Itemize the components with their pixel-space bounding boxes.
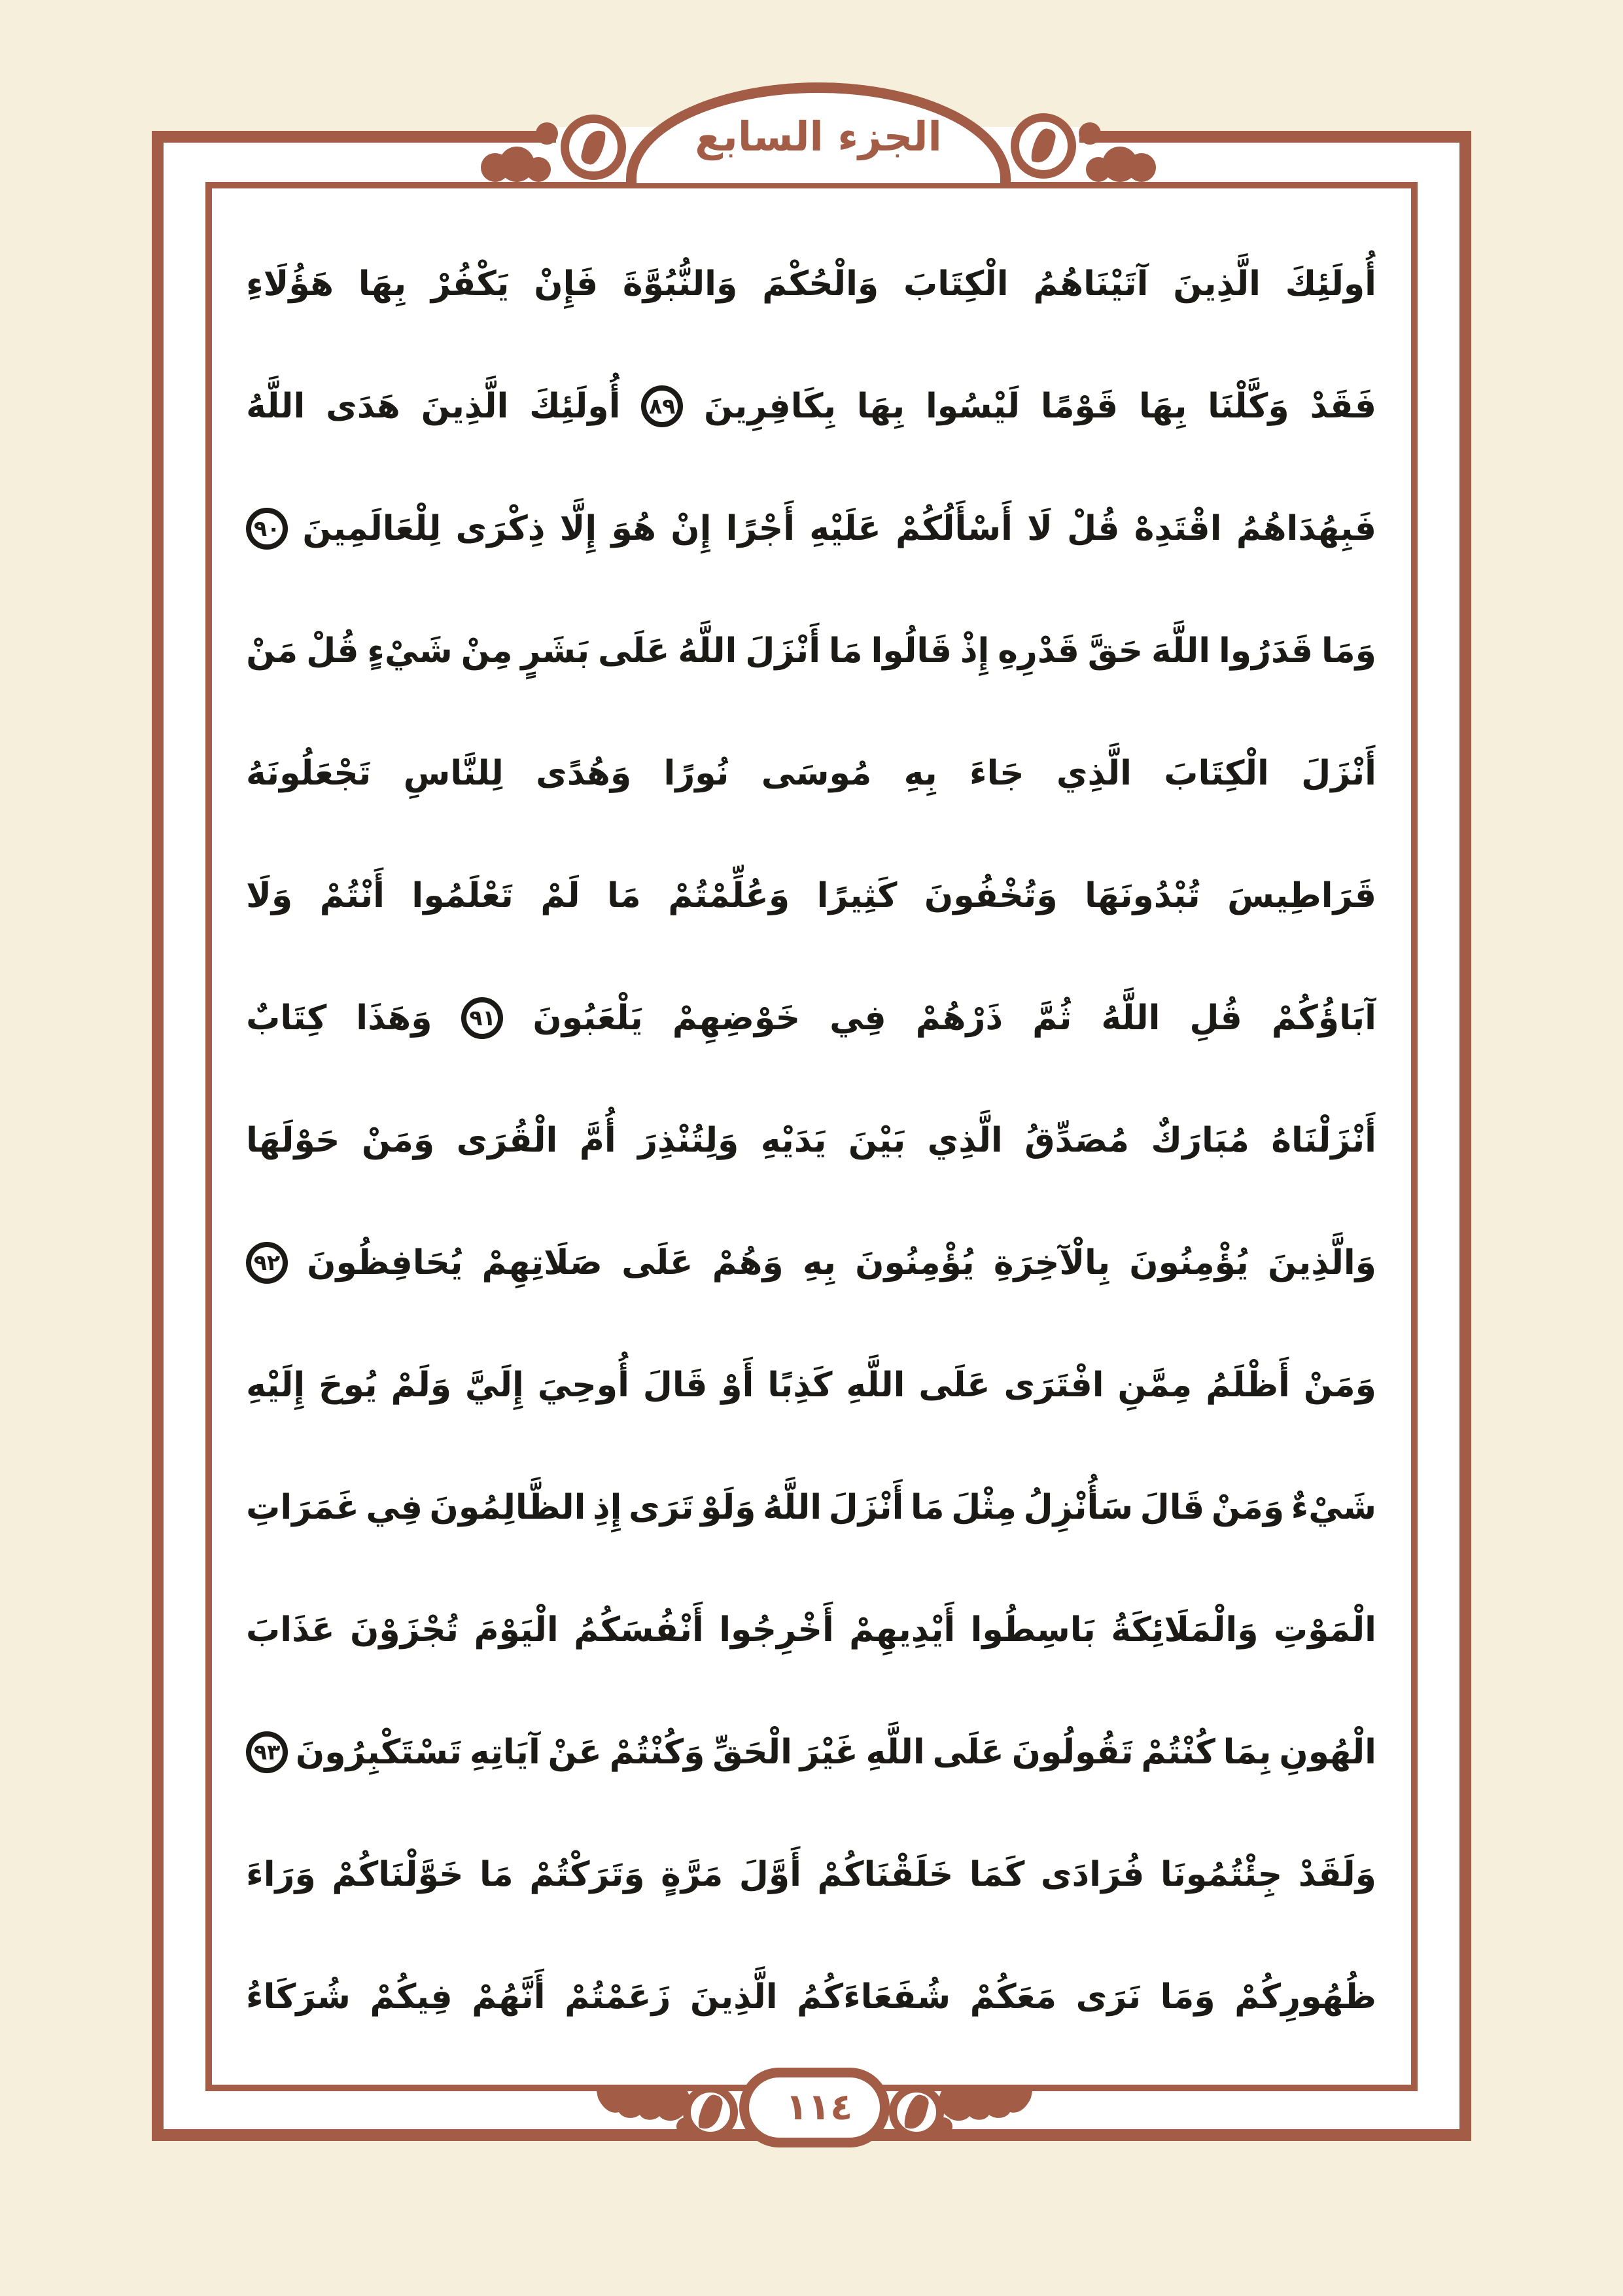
word: هَؤُلَاءِ xyxy=(246,264,334,304)
word: مَا xyxy=(480,1854,514,1894)
word: الْهُونِ xyxy=(1279,1732,1376,1772)
leaf-icon xyxy=(1030,126,1057,166)
word: يُحَافِظُونَ xyxy=(307,1243,463,1282)
word: فِي xyxy=(366,1487,423,1527)
word: أَيْدِيهِمْ xyxy=(849,1610,956,1650)
word: بَيْنَ xyxy=(848,1120,906,1160)
word: اللَّهِ xyxy=(865,1732,925,1772)
ayah-end-marker: ٩٠ xyxy=(246,508,288,550)
word: سَأُنْزِلُ xyxy=(1023,1487,1134,1527)
header-ring-icon xyxy=(1011,113,1076,179)
word: أَظْلَمُ xyxy=(1206,1365,1290,1405)
word: الَّذِينَ xyxy=(689,1977,778,2017)
word: تُجْزَوْنَ xyxy=(350,1610,459,1650)
juz-title: الجزء السابع xyxy=(695,113,942,160)
word: مِمَّنِ xyxy=(1117,1365,1193,1405)
word: يُوحَ xyxy=(319,1365,377,1405)
word: ظُهُورِكُمْ xyxy=(1234,1977,1376,2017)
word: جَاءَ xyxy=(969,753,1024,793)
word: وَالنُّبُوَّةَ xyxy=(622,264,738,304)
word: بِهَا xyxy=(1138,386,1187,426)
footer-ring-icon xyxy=(889,2085,944,2140)
word: الْمَوْتِ xyxy=(1273,1610,1376,1650)
word: لَيْسُوا xyxy=(925,386,1021,426)
word: وَالْحُكْمَ xyxy=(762,264,879,304)
word: وَمَنْ xyxy=(1303,1365,1376,1405)
header-bead-icon xyxy=(536,122,558,145)
ayah-end-marker: ٨٩ xyxy=(641,385,683,427)
word: آيَاتِهِ xyxy=(469,1732,540,1772)
word: قَوْمًا xyxy=(1040,386,1119,426)
word: مَرَّةٍ xyxy=(661,1854,724,1894)
mushaf-line xyxy=(246,222,1376,345)
word: بِهَا xyxy=(856,386,905,426)
word: اللَّهَ xyxy=(1151,631,1211,671)
word: الْقُرَى xyxy=(456,1120,558,1160)
word: تَعْلَمُوا xyxy=(411,875,514,915)
word: مِثْلَ xyxy=(951,1487,1017,1527)
word: أَنْزَلْنَاهُ xyxy=(1271,1120,1376,1160)
word: كَمَا xyxy=(969,1854,1025,1894)
word: وَرَاءَ xyxy=(246,1854,316,1894)
word: وَمَنْ xyxy=(361,1120,435,1160)
word: وَمَا xyxy=(1160,1977,1215,2017)
word: يُؤْمِنُونَ xyxy=(855,1243,975,1282)
mushaf-line xyxy=(246,1324,1376,1446)
word: وَتَرَكْتُمْ xyxy=(529,1854,645,1894)
word: عَلَى xyxy=(621,1243,693,1282)
word: لَمْ xyxy=(540,875,580,915)
word: وَمَنْ xyxy=(1211,1487,1285,1527)
word: كَذِبًا xyxy=(767,1365,833,1405)
juz-title-cartouche xyxy=(626,82,1011,183)
page-number-cartouche xyxy=(739,2068,890,2147)
word: إِلَيْهِ xyxy=(246,1365,305,1405)
leaf-icon xyxy=(580,128,607,167)
word: اللَّهِ xyxy=(846,1365,905,1405)
mushaf-line xyxy=(246,1079,1376,1201)
ayah-end-marker: ٩٣ xyxy=(246,1731,288,1773)
word: عَلَى xyxy=(918,1365,990,1405)
mushaf-line xyxy=(246,1935,1376,2058)
word: عَنْ xyxy=(548,1732,602,1772)
mushaf-lines xyxy=(216,196,1406,2081)
word: وَالْمَلَائِكَةُ xyxy=(1111,1610,1259,1650)
word: صَلَاتِهِمْ xyxy=(481,1243,602,1282)
word: عَلَى xyxy=(598,631,670,671)
word: لِلْعَالَمِينَ xyxy=(302,508,442,548)
word: بَشَرٍ xyxy=(521,631,590,671)
word: قَالَ xyxy=(642,1365,708,1405)
mushaf-line xyxy=(246,1446,1376,1568)
mushaf-line xyxy=(246,590,1376,712)
word: وَهُدًى xyxy=(536,753,632,793)
word: هُوَ xyxy=(611,508,657,548)
word: افْتَرَى xyxy=(1003,1365,1104,1405)
word: وَلَوْ xyxy=(701,1487,756,1527)
ayah-end-marker: ٩١ xyxy=(461,997,503,1039)
word: نَرَى xyxy=(1075,1977,1142,2017)
word: ذِكْرَى xyxy=(455,508,546,548)
word: قُلْ xyxy=(306,631,359,671)
mushaf-line xyxy=(246,345,1376,467)
word: وَلَمْ xyxy=(391,1365,452,1405)
word: وَهَذَا xyxy=(356,998,432,1038)
word: فِيكُمْ xyxy=(370,1977,453,2017)
word: قُلْ xyxy=(1067,508,1120,548)
word: خَوَّلْنَاكُمْ xyxy=(332,1854,464,1894)
word: الْحَقِّ xyxy=(712,1732,792,1772)
word: بِهَا xyxy=(358,264,407,304)
word: آبَاؤُكُمْ xyxy=(1271,998,1376,1038)
word: تَقُولُونَ xyxy=(1011,1732,1134,1772)
word: هَدَى xyxy=(326,386,400,426)
word: وَتُخْفُونَ xyxy=(924,875,1058,915)
word: قَدَرُوا xyxy=(1218,631,1314,671)
word: آتَيْنَاهُمُ xyxy=(1033,264,1149,304)
word: خَلَقْنَاكُمْ xyxy=(817,1854,954,1894)
word: بِكَافِرِينَ xyxy=(703,386,836,426)
word: قَدْرِهِ xyxy=(998,631,1079,671)
word: عَلَى xyxy=(932,1732,1004,1772)
word: أُمَّ xyxy=(579,1120,616,1160)
word: مُصَدِّقُ xyxy=(1024,1120,1130,1160)
word: فَبِهُدَاهُمُ xyxy=(1236,508,1376,548)
word: شُرَكَاءُ xyxy=(246,1977,351,2017)
page-number: ١١٤ xyxy=(785,2086,853,2128)
word: جِئْتُمُونَا xyxy=(1160,1854,1283,1894)
word: مُبَارَكٌ xyxy=(1151,1120,1249,1160)
word: لَا xyxy=(1027,508,1053,548)
word: تُبْدُونَهَا xyxy=(1085,875,1200,915)
word: مَا xyxy=(910,1487,945,1527)
word: أَوَّلَ xyxy=(739,1854,801,1894)
word: الْكِتَابَ xyxy=(903,264,1009,304)
header-ring-icon xyxy=(561,115,626,180)
word: تَرَى xyxy=(628,1487,694,1527)
word: وَهُمْ xyxy=(712,1243,784,1282)
word: يَدَيْهِ xyxy=(760,1120,827,1160)
word: كُنْتُمْ xyxy=(1141,1732,1215,1772)
word: فَإِنْ xyxy=(534,264,599,304)
word: أُولَئِكَ xyxy=(529,386,621,426)
word: بَاسِطُوا xyxy=(970,1610,1096,1650)
word: اللَّهُ xyxy=(246,386,305,426)
word: وَلَقَدْ xyxy=(1298,1854,1376,1894)
word: أَنْفُسَكُمُ xyxy=(574,1610,704,1650)
word: فَقَدْ xyxy=(1310,386,1376,426)
word: وَعُلِّمْتُمْ xyxy=(668,875,790,915)
word: بِهِ xyxy=(903,753,937,793)
word: ثُمَّ xyxy=(1032,998,1072,1038)
word: الْكِتَابَ xyxy=(1164,753,1269,793)
word: أَنْزَلَ xyxy=(828,1487,904,1527)
word: غَمَرَاتِ xyxy=(246,1487,359,1527)
word: أَخْرِجُوا xyxy=(719,1610,834,1650)
word: كِتَابٌ xyxy=(246,998,327,1038)
word: شَيْءٍ xyxy=(367,631,453,671)
word: وَكُنْتُمْ xyxy=(609,1732,705,1772)
word: كَثِيرًا xyxy=(816,875,898,915)
mushaf-line xyxy=(246,1813,1376,1935)
word: أَوْ xyxy=(721,1365,754,1405)
word: يَكْفُرْ xyxy=(430,264,510,304)
mushaf-line xyxy=(246,957,1376,1079)
word: إِلَيَّ xyxy=(464,1365,524,1405)
word: نُورًا xyxy=(663,753,729,793)
word: مِنْ xyxy=(461,631,513,671)
word: أَسْأَلُكُمْ xyxy=(895,508,1013,548)
word: مَا xyxy=(828,631,863,671)
word: الْيَوْمَ xyxy=(474,1610,559,1650)
word: يَلْعَبُونَ xyxy=(532,998,643,1038)
word: بِهِ xyxy=(802,1243,836,1282)
word: وَمَا xyxy=(1321,631,1376,671)
footer-ring-icon xyxy=(683,2085,738,2140)
word: الَّذِي xyxy=(1056,753,1132,793)
word: قُلِ xyxy=(1189,998,1242,1038)
mushaf-line xyxy=(246,467,1376,590)
word: تَسْتَكْبِرُونَ xyxy=(295,1732,462,1772)
mushaf-line xyxy=(246,1568,1376,1691)
word: الَّذِينَ xyxy=(421,386,509,426)
word: إِنْ xyxy=(671,508,712,548)
word: لِلنَّاسِ xyxy=(403,753,504,793)
header-bead-icon xyxy=(1079,122,1101,145)
leaf-icon xyxy=(697,2093,724,2132)
word: أَنْزَلَ xyxy=(1301,753,1376,793)
word: اللَّهُ xyxy=(678,631,737,671)
word: يُؤْمِنُونَ xyxy=(1129,1243,1249,1282)
word: مَعَكُمْ xyxy=(969,1977,1057,2017)
word: قَالُوا xyxy=(871,631,952,671)
word: اللَّهُ xyxy=(762,1487,822,1527)
word: بِمَا xyxy=(1223,1732,1272,1772)
word: أَنْتُمْ xyxy=(319,875,385,915)
word: أُولَئِكَ xyxy=(1285,264,1376,304)
word: بِالْآخِرَةِ xyxy=(993,1243,1111,1282)
word: مُوسَى xyxy=(761,753,872,793)
word: الَّذِينَ xyxy=(1173,264,1261,304)
word: غَيْرَ xyxy=(799,1732,858,1772)
word: فُرَادَى xyxy=(1040,1854,1145,1894)
word: وَلَا xyxy=(246,875,293,915)
word: إِذْ xyxy=(960,631,990,671)
word: اللَّهُ xyxy=(1101,998,1161,1038)
word: إِلَّا xyxy=(559,508,597,548)
word: وَالَّذِينَ xyxy=(1267,1243,1376,1282)
mushaf-line xyxy=(246,712,1376,834)
word: أَجْرًا xyxy=(725,508,795,548)
word: الظَّالِمُونَ xyxy=(429,1487,586,1527)
word: الَّذِي xyxy=(927,1120,1003,1160)
mushaf-line xyxy=(246,1691,1376,1813)
word: شُفَعَاءَكُمُ xyxy=(797,1977,951,2017)
word: وَكَّلْنَا xyxy=(1208,386,1289,426)
word: مَنْ xyxy=(246,631,298,671)
word: ذَرْهُمْ xyxy=(915,998,1003,1038)
word: أُوحِيَ xyxy=(537,1365,629,1405)
mushaf-line xyxy=(246,1201,1376,1324)
word: اقْتَدِهْ xyxy=(1134,508,1222,548)
word: إِذِ xyxy=(592,1487,622,1527)
word: أَنْزَلَ xyxy=(745,631,821,671)
leaf-icon xyxy=(903,2093,930,2132)
word: أَنَّهُمْ xyxy=(472,1977,546,2017)
word: حَقَّ xyxy=(1087,631,1143,671)
word: شَيْءٌ xyxy=(1291,1487,1376,1527)
word: وَلِتُنْذِرَ xyxy=(638,1120,739,1160)
word: حَوْلَهَا xyxy=(246,1120,340,1160)
word: عَذَابَ xyxy=(246,1610,335,1650)
word: تَجْعَلُونَهُ xyxy=(246,753,372,793)
word: عَلَيْهِ xyxy=(809,508,881,548)
ayah-end-marker: ٩٢ xyxy=(246,1242,288,1284)
word: مَا xyxy=(607,875,641,915)
word: قَالَ xyxy=(1140,1487,1205,1527)
word: زَعَمْتُمْ xyxy=(565,1977,671,2017)
mushaf-line xyxy=(246,834,1376,957)
word: فِي xyxy=(829,998,886,1038)
word: قَرَاطِيسَ xyxy=(1227,875,1376,915)
word: خَوْضِهِمْ xyxy=(672,998,801,1038)
